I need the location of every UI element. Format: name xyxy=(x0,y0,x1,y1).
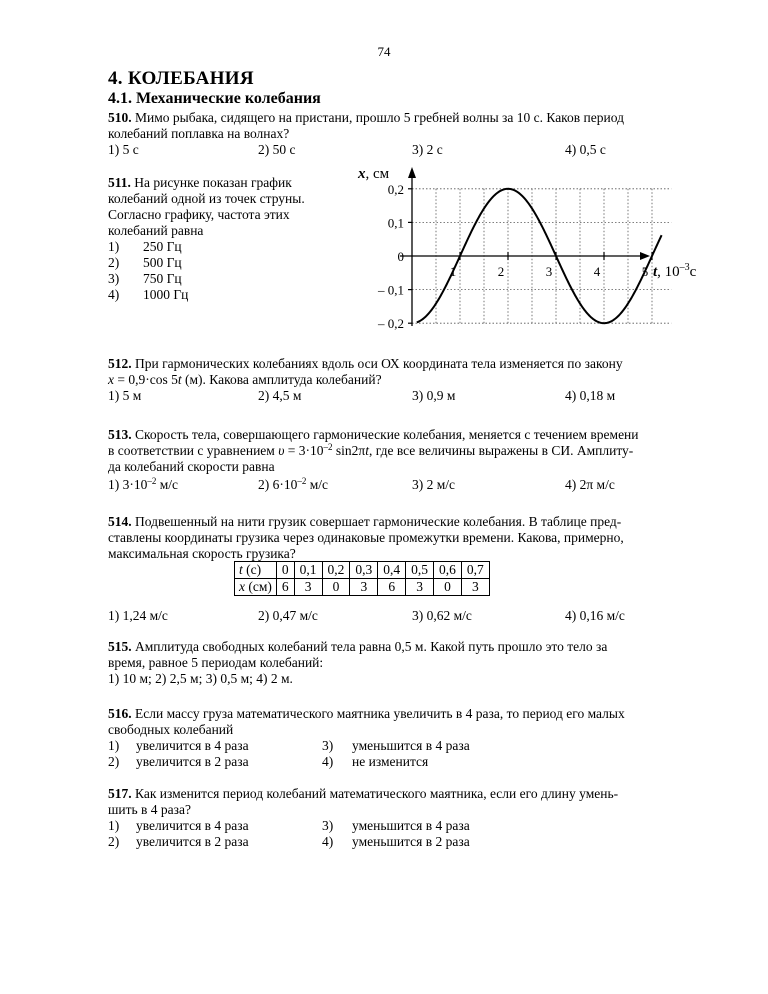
table-row-header: x (см) xyxy=(235,579,277,596)
table-cell: 0,1 xyxy=(294,562,322,579)
problem-511-number: 511. xyxy=(108,175,131,190)
x-tick-label: 2 xyxy=(497,264,505,279)
problem-511-line1 xyxy=(108,175,292,191)
table-cell: 3 xyxy=(461,579,489,596)
table-cell: 0,3 xyxy=(350,562,378,579)
answer-option: 2) $6\cdot 10^{-2}$ м/с xyxy=(258,476,329,492)
table-cell: 3 xyxy=(294,579,322,596)
answer-option: 3) 0,9 м xyxy=(412,388,456,403)
problem-514-number: 514. xyxy=(108,514,132,529)
problem-516-text-1: Если массу груза математического маятника увеличить в 4 раза, то период его малых xyxy=(135,706,625,721)
data-table xyxy=(234,561,490,596)
page-number: 74 xyxy=(377,44,391,59)
answer-option-number: 3) xyxy=(322,818,334,833)
problem-513-number: 513. xyxy=(108,427,132,442)
table-cell: 0 xyxy=(322,579,350,596)
y-tick-label: – 0,2 xyxy=(378,316,404,332)
answer-option: 250 Гц xyxy=(143,239,182,254)
answer-option-number: 4) xyxy=(108,287,120,302)
problem-516-number: 516. xyxy=(108,706,132,721)
x-tick-labels xyxy=(450,264,649,279)
x-tick-label: 5 xyxy=(641,264,649,279)
y-tick-labels xyxy=(377,182,404,331)
problem-515-number: 515. xyxy=(108,639,132,654)
y-axis-arrow-icon xyxy=(408,167,416,178)
problem-511-text-4: колебаний равна xyxy=(108,223,204,238)
table-cell: 3 xyxy=(350,579,378,596)
table-row xyxy=(235,562,490,579)
answer-option: 750 Гц xyxy=(143,271,182,286)
problem-513-text-1: Скорость тела, совершающего гармонические колебания, меняется с течением времени xyxy=(135,427,639,442)
answer-option-number: 1) xyxy=(108,239,120,254)
problem-512-text-2: x = 0,9·cos 5t (м). Какова амплитуда колебаний? xyxy=(108,372,382,387)
answer-option: 4) 0,16 м/с xyxy=(565,608,625,623)
problem-515-line1 xyxy=(108,639,607,655)
y-tick-label: 0 xyxy=(397,249,404,264)
answer-option: 1) 1,24 м/с xyxy=(108,608,168,623)
chapter-title: 4. КОЛЕБАНИЯ xyxy=(108,68,254,89)
problem-515-text-2: время, равное 5 периодам колебаний: xyxy=(108,655,324,670)
answer-option: уменьшится в 4 раза xyxy=(352,818,470,833)
problem-514-text-2: ставлены координаты грузика через одинаковые промежутки времени. Какова, примерно, xyxy=(108,530,624,545)
problem-513-line1 xyxy=(108,427,639,443)
table-cell: 0,2 xyxy=(322,562,350,579)
answer-option-number: 1) xyxy=(108,818,120,833)
answer-option: 1) 5 с xyxy=(108,142,139,157)
table-cell: 0,5 xyxy=(406,562,434,579)
table-cell: 0 xyxy=(276,562,294,579)
answer-option: не изменится xyxy=(352,754,429,769)
answer-option: 1) 5 м xyxy=(108,388,142,403)
problem-512-line1 xyxy=(108,356,623,372)
answer-option-number: 2) xyxy=(108,255,120,270)
problem-510-number: 510. xyxy=(108,110,132,125)
problem-511-text-2: колебаний одной из точек струны. xyxy=(108,191,305,206)
table-cell: 6 xyxy=(276,579,294,596)
problem-513-text-3: да колебаний скорости равна xyxy=(108,459,275,474)
problem-512-text-1: При гармонических колебаниях вдоль оси ОХ координата тела изменяется по закону xyxy=(135,356,623,371)
table-cell: 0,6 xyxy=(434,562,462,579)
answer-option: 3) 2 с xyxy=(412,142,443,157)
answer-option: увеличится в 2 раза xyxy=(136,754,249,769)
answer-option-number: 4) xyxy=(322,834,334,849)
problem-510-line1 xyxy=(108,110,624,126)
answer-option: 1) $3\cdot 10^{-2}$ м/с xyxy=(108,476,179,492)
y-axis-label: x, см xyxy=(358,166,390,182)
problem-511-text-3: Согласно графику, частота этих xyxy=(108,207,290,222)
answer-option: 2) 50 с xyxy=(258,142,296,157)
answer-option-number: 4) xyxy=(322,754,334,769)
answer-option: увеличится в 4 раза xyxy=(136,738,249,753)
x-tick-label: 1 xyxy=(449,264,457,279)
answer-option: 500 Гц xyxy=(143,255,182,270)
problem-515-text-1: Амплитуда свободных колебаний тела равна 0,5 м. Какой путь прошло это тело за xyxy=(135,639,608,654)
section-title: 4.1. Механические колебания xyxy=(108,90,321,107)
table-row-header: t (с) xyxy=(235,562,277,579)
x-tick-label: 4 xyxy=(593,264,601,279)
problem-512-number: 512. xyxy=(108,356,132,371)
answer-option-number: 3) xyxy=(108,271,120,286)
problem-517-number: 517. xyxy=(108,786,132,801)
answer-option: уменьшится в 2 раза xyxy=(352,834,470,849)
problem-511-text-1: На рисунке показан график xyxy=(134,175,292,190)
answer-option-number: 2) xyxy=(108,834,120,849)
table-cell: 6 xyxy=(378,579,406,596)
answer-option: увеличится в 2 раза xyxy=(136,834,249,849)
problem-517-line1 xyxy=(108,786,618,802)
y-tick-label: 0,1 xyxy=(387,215,404,231)
table-cell: 0 xyxy=(434,579,462,596)
answer-option: 4) 2π м/с xyxy=(565,477,615,492)
problem-517-text-1: Как изменится период колебаний математического маятника, если его длину умень- xyxy=(135,786,619,801)
x-tick-label: 3 xyxy=(545,264,553,279)
problem-514-line1 xyxy=(108,514,621,530)
y-tick-label: 0,2 xyxy=(387,181,404,197)
problem-510-text-2: колебаний поплавка на волнах? xyxy=(108,126,290,141)
table-cell: 0,4 xyxy=(378,562,406,579)
problem-516-text-2: свободных колебаний xyxy=(108,722,234,737)
problem-513-text-2: в соответствии с уравнением $\upsilon = 3\cdot 10^{-2}$ sin2πt, где все величины выражены в СИ. Амплиту- xyxy=(108,442,634,458)
problem-514-text-3: максимальная скорость грузика? xyxy=(108,546,296,561)
x-axis-arrow-icon xyxy=(640,252,650,260)
oscillation-graph xyxy=(340,160,740,340)
answer-option: увеличится в 4 раза xyxy=(136,818,249,833)
answer-option: 4) 0,18 м xyxy=(565,388,616,403)
answer-option-number: 1) xyxy=(108,738,120,753)
problem-517-text-2: шить в 4 раза? xyxy=(108,802,191,817)
answer-option: 2) 4,5 м xyxy=(258,388,302,403)
problem-514-text-1: Подвешенный на нити грузик совершает гармонические колебания. В таблице пред- xyxy=(135,514,622,529)
answer-option-number: 3) xyxy=(322,738,334,753)
answer-option-number: 2) xyxy=(108,754,120,769)
table-cell: 3 xyxy=(406,579,434,596)
answer-option: уменьшится в 4 раза xyxy=(352,738,470,753)
answer-option: 3) 2 м/с xyxy=(412,477,456,492)
table-row xyxy=(235,579,490,596)
answer-option: 3) 0,62 м/с xyxy=(412,608,472,623)
problem-516-line1 xyxy=(108,706,625,722)
table-cell: 0,7 xyxy=(461,562,489,579)
problem-510-text-1: Мимо рыбака, сидящего на пристани, прошло 5 гребней волны за 10 с. Каков период xyxy=(135,110,624,125)
answer-option: 1000 Гц xyxy=(143,287,189,302)
y-tick-label: – 0,1 xyxy=(378,282,404,298)
answer-option: 2) 0,47 м/с xyxy=(258,608,318,623)
x-axis-label: t, $10^{-3}с$ xyxy=(653,262,697,280)
answer-option: 4) 0,5 с xyxy=(565,142,606,157)
problem-515-answers: 1) 10 м; 2) 2,5 м; 3) 0,5 м; 4) 2 м. xyxy=(108,671,293,686)
